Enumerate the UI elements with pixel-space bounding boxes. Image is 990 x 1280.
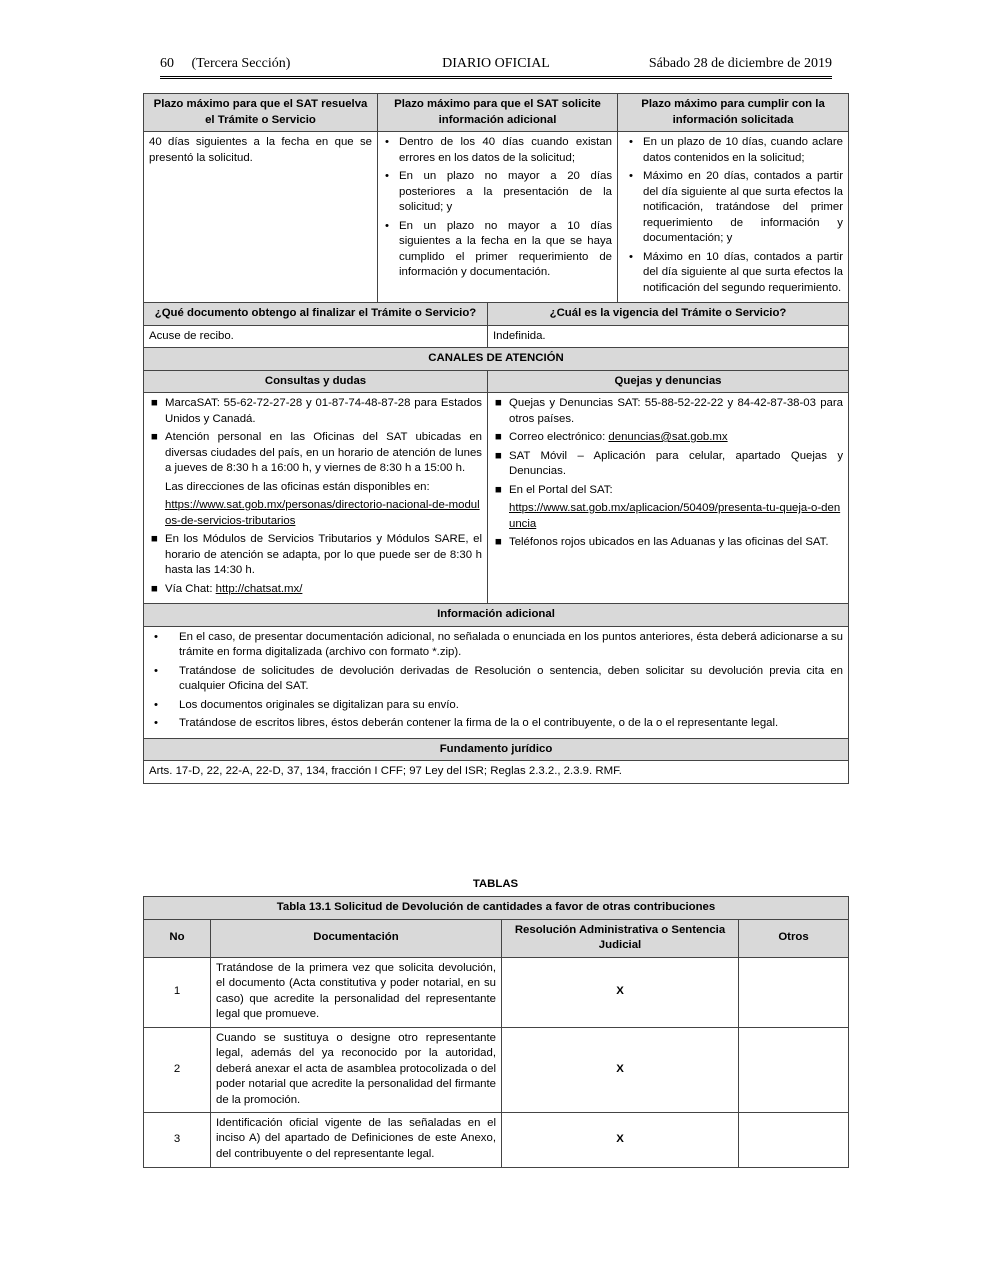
- column-header-documentacion: Documentación: [211, 919, 502, 957]
- row-otros: [739, 957, 849, 1027]
- canales-title-row: [144, 348, 849, 371]
- vigencia-answer: Indefinida.: [488, 325, 849, 348]
- documento-answer: Acuse de recibo.: [144, 325, 488, 348]
- tabla-title: Tabla 13.1 Solicitud de Devolución de cantidades a favor de otras contribuciones: [144, 897, 849, 920]
- consultas-header: Consultas y dudas: [144, 370, 488, 393]
- table-row: [144, 1112, 849, 1167]
- plazo-cumplir-cell: [618, 132, 849, 303]
- list-item: ■ Correo electrónico: denuncias@sat.gob.mx: [495, 431, 728, 443]
- list-item: ■ Vía Chat: http://chatsat.mx/: [151, 582, 303, 595]
- row-documentacion: Cuando se sustituya o designe otro representante legal, además del ya reconocido por la autoridad, deberá anexar el acta de asamblea protocolizada o del poder notarial que acredite la personalidad del firmante de la promoción.: [211, 1027, 502, 1112]
- column-header-otros: Otros: [739, 919, 849, 957]
- oficinas-note: Las direcciones de las oficinas están disponibles en:: [165, 480, 430, 493]
- list-item: • En un plazo no mayor a 10 días siguientes a la fecha en la que se haya cumplido el primer requerimiento de información y documentación.: [385, 219, 613, 278]
- quejas-cell: [488, 393, 849, 604]
- fundamento-text: Arts. 17-D, 22, 22-A, 22-D, 37, 134, fracción I CFF; 97 Ley del ISR; Reglas 2.3.2., 2.3.9. RMF.: [144, 761, 849, 784]
- list-item: • Tratándose de escritos libres, éstos deberán contener la firma de la o el contribuyente, o de la o el representante legal.: [154, 717, 779, 729]
- tramite-table: [143, 93, 849, 784]
- list-item: • Máximo en 10 días, contados a partir del día siguiente al que surta efectos la notificación del segundo requerimiento.: [629, 250, 844, 294]
- directorio-link[interactable]: https://www.sat.gob.mx/personas/directorio-nacional-de-modulos-de-servicios-tributarios: [165, 499, 480, 527]
- page-header: [160, 56, 832, 76]
- row-number: 1: [144, 957, 211, 1027]
- row-documentacion: Identificación oficial vigente de las señaladas en el inciso A) del apartado de Definiciones de este Anexo, del contribuyente o del representante legal.: [211, 1112, 502, 1167]
- fundamento-title: Fundamento jurídico: [144, 738, 849, 761]
- list-item: ■ Teléfonos rojos ubicados en las Aduanas y las oficinas del SAT.: [495, 536, 829, 548]
- plazos-content-row: [144, 132, 849, 303]
- list-item: • En un plazo no mayor a 20 días posteriores a la presentación de la solicitud; y: [385, 170, 613, 213]
- canales-header-row: [144, 370, 849, 393]
- list-item: • En un plazo de 10 días, cuando aclare datos contenidos en la solicitud;: [629, 136, 844, 164]
- list-item: • Los documentos originales se digitalizan para su envío.: [154, 698, 459, 711]
- plazo-cumplir-header: Plazo máximo para cumplir con la información solicitada: [618, 94, 849, 132]
- tabla-header-row: [144, 919, 849, 957]
- list-item: ■ En el Portal del SAT:: [495, 483, 613, 496]
- documento-question: ¿Qué documento obtengo al finalizar el Trámite o Servicio?: [144, 303, 488, 326]
- tablas-heading: TABLAS: [472, 878, 519, 890]
- queja-link[interactable]: https://www.sat.gob.mx/aplicacion/50409/presenta-tu-queja-o-denuncia: [509, 502, 841, 530]
- row-number: 3: [144, 1112, 211, 1167]
- tabla-title-row: [144, 897, 849, 920]
- email-link[interactable]: denuncias@sat.gob.mx: [608, 431, 728, 443]
- list-item: • Tratándose de solicitudes de devolución derivadas de Resolución o sentencia, deben solicitar su devolución previa cita en cualquier Oficina del SAT.: [154, 664, 844, 692]
- list-item: • Dentro de los 40 días cuando existan errores en los datos de la solicitud;: [385, 136, 613, 164]
- list-item: • En el caso, de presentar documentación adicional, no señalada o enunciada en los puntos anteriores, ésta deberá adicionarse a su trámite en forma digitalizada (archivo con formato *.zip).: [154, 630, 844, 658]
- info-content-row: [144, 626, 849, 738]
- info-title-row: [144, 604, 849, 627]
- row-resolucion-mark: X: [502, 1112, 739, 1167]
- tabla-13-1: [143, 896, 849, 1168]
- publication-title: DIARIO OFICIAL: [442, 56, 550, 71]
- consultas-cell: [144, 393, 488, 604]
- section-label: (Tercera Sección): [191, 56, 291, 71]
- plazo-resolver-header: Plazo máximo para que el SAT resuelva el Trámite o Servicio: [144, 94, 378, 132]
- fundamento-content-row: [144, 761, 849, 784]
- page-number: 60: [160, 56, 174, 71]
- quejas-header: Quejas y denuncias: [488, 370, 849, 393]
- column-header-no: No: [144, 919, 211, 957]
- documento-header-row: [144, 303, 849, 326]
- plazo-solicitar-header: Plazo máximo para que el SAT solicite información adicional: [378, 94, 618, 132]
- plazos-header-row: [144, 94, 849, 132]
- fundamento-title-row: [144, 738, 849, 761]
- canales-content-row: [144, 393, 849, 604]
- vigencia-question: ¿Cuál es la vigencia del Trámite o Servicio?: [488, 303, 849, 326]
- list-item: ■ Atención personal en las Oficinas del SAT ubicadas en diversas ciudades del país, en un horario de atención de lunes a jueves de 8:30 h a 16:00 h, y viernes de 8:30 h a 15:00 h.: [151, 431, 482, 474]
- row-resolucion-mark: X: [502, 957, 739, 1027]
- row-otros: [739, 1112, 849, 1167]
- row-resolucion-mark: X: [502, 1027, 739, 1112]
- list-item: ■ SAT Móvil – Aplicación para celular, apartado Quejas y Denuncias.: [495, 449, 844, 477]
- documento-answer-row: [144, 325, 849, 348]
- row-otros: [739, 1027, 849, 1112]
- table-row: [144, 957, 849, 1027]
- row-documentacion: Tratándose de la primera vez que solicita devolución, el documento (Acta constitutiva y poder notarial, en su caso) que acredite la personalidad del representante legal que promueve.: [211, 957, 502, 1027]
- table-row: [144, 1027, 849, 1112]
- canales-title: CANALES DE ATENCIÓN: [144, 348, 849, 371]
- list-item: • Máximo en 20 días, contados a partir del día siguiente al que surta efectos la notificación, tratándose del primer requerimiento de información y documentación; y: [629, 170, 844, 244]
- chat-link[interactable]: http://chatsat.mx/: [215, 582, 303, 595]
- publication-date: Sábado 28 de diciembre de 2019: [648, 56, 832, 71]
- column-header-resolucion: Resolución Administrativa o Sentencia Judicial: [502, 919, 739, 957]
- plazo-solicitar-cell: [378, 132, 618, 303]
- header-rule: [160, 76, 832, 79]
- info-adicional-cell: [144, 626, 849, 738]
- list-item: ■ En los Módulos de Servicios Tributarios y Módulos SARE, el horario de atención se adapta, por lo que puede ser de 8:30 h hasta las 14:30 h.: [151, 533, 482, 576]
- plazo-resolver-text: 40 días siguientes a la fecha en que se presentó la solicitud.: [144, 132, 378, 303]
- list-item: ■ Quejas y Denuncias SAT: 55-88-52-22-22 y 84-42-87-38-03 para otros países.: [495, 397, 844, 425]
- info-adicional-title: Información adicional: [144, 604, 849, 627]
- row-number: 2: [144, 1027, 211, 1112]
- list-item: ■ MarcaSAT: 55-62-72-27-28 y 01-87-74-48-87-28 para Estados Unidos y Canadá.: [151, 397, 482, 425]
